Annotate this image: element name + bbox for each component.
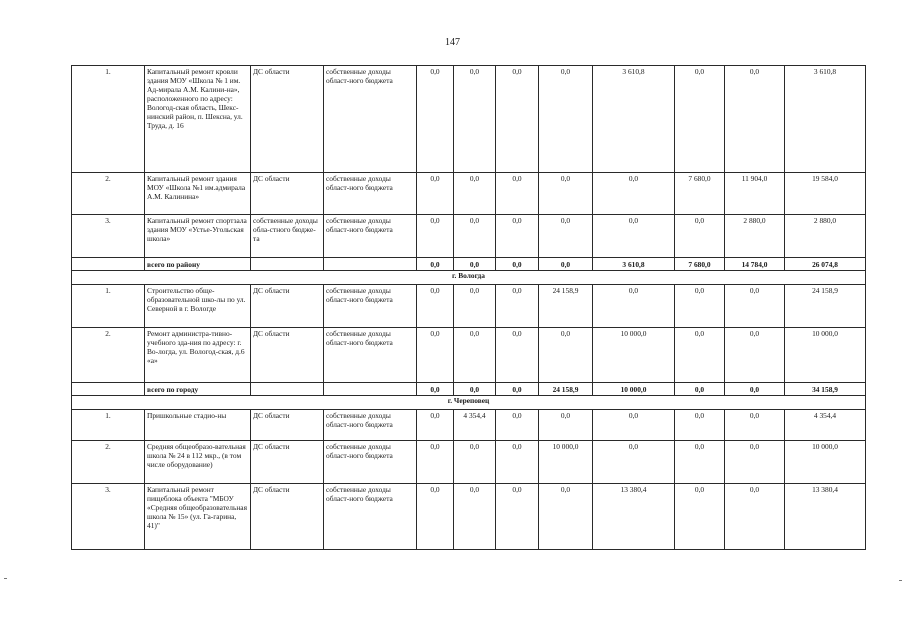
project-description: Капитальный ремонт пищеблока объекта "МБОУ «Средняя общеобразовательная школа № 15» (ул. Га-гарина, 41)" [145,484,251,550]
value-cell: 0,0 [417,285,454,328]
value-cell: 0,0 [454,66,496,173]
funding-source: ДС области [251,328,324,383]
value-cell: 0,0 [725,484,785,550]
total-value: 0,0 [496,258,539,271]
empty-cell [324,258,417,271]
value-cell: 0,0 [454,173,496,215]
total-value: 14 784,0 [725,258,785,271]
value-cell: 0,0 [454,441,496,484]
value-cell: 0,0 [417,410,454,441]
value-cell: 0,0 [454,215,496,258]
section-header-row [72,396,866,410]
value-cell: 0,0 [454,484,496,550]
table-row [72,484,866,550]
value-cell: 0,0 [454,328,496,383]
empty-cell [251,383,324,396]
value-cell: 0,0 [675,441,725,484]
empty-cell [72,383,145,396]
row-number: 1. [72,66,145,173]
total-value: 0,0 [454,258,496,271]
funding-source: ДС области [251,66,324,173]
value-cell: 0,0 [496,328,539,383]
funding-source: ДС области [251,173,324,215]
value-cell: 3 610,8 [593,66,675,173]
value-cell: 24 158,9 [785,285,866,328]
value-cell: 0,0 [725,441,785,484]
funding-detail: собственные доходы област-ного бюджета [324,66,417,173]
value-cell: 0,0 [539,173,593,215]
value-cell: 2 880,0 [785,215,866,258]
total-label: всего по району [145,258,251,271]
total-row [72,383,866,396]
section-header-row [72,271,866,285]
row-number: 2. [72,173,145,215]
value-cell: 10 000,0 [785,328,866,383]
total-value: 10 000,0 [593,383,675,396]
value-cell: 19 584,0 [785,173,866,215]
value-cell: 0,0 [496,215,539,258]
value-cell: 0,0 [675,328,725,383]
value-cell: 0,0 [417,173,454,215]
value-cell: 0,0 [454,285,496,328]
project-description: Капитальный ремонт здания МОУ «Школа №1 им.адмирала А.М. Калинина» [145,173,251,215]
funding-source: ДС области [251,285,324,328]
project-description: Строительство обще-образовательной шко-лы по ул. Северной в г. Вологде [145,285,251,328]
table-row [72,441,866,484]
value-cell: 0,0 [675,285,725,328]
total-value: 24 158,9 [539,383,593,396]
value-cell: 0,0 [417,215,454,258]
value-cell: 0,0 [539,66,593,173]
value-cell: 0,0 [417,484,454,550]
funding-detail: собственные доходы област-ного бюджета [324,441,417,484]
value-cell: 0,0 [593,285,675,328]
total-row [72,258,866,271]
value-cell: 0,0 [496,484,539,550]
budget-table [71,65,866,550]
value-cell: 0,0 [725,410,785,441]
row-number: 3. [72,484,145,550]
empty-cell [72,258,145,271]
value-cell: 7 680,0 [675,173,725,215]
value-cell: 0,0 [675,66,725,173]
scan-edge-mark [4,578,7,579]
value-cell: 0,0 [675,410,725,441]
section-title: г. Череповец [72,396,866,410]
total-value: 0,0 [454,383,496,396]
table-row [72,410,866,441]
funding-detail: собственные доходы област-ного бюджета [324,410,417,441]
value-cell: 11 904,0 [725,173,785,215]
value-cell: 10 000,0 [593,328,675,383]
project-description: Пришкольные стадио-ны [145,410,251,441]
row-number: 1. [72,410,145,441]
table-row [72,285,866,328]
table-row [72,173,866,215]
total-value: 34 158,9 [785,383,866,396]
value-cell: 24 158,9 [539,285,593,328]
value-cell: 10 000,0 [539,441,593,484]
value-cell: 0,0 [417,441,454,484]
value-cell: 0,0 [417,66,454,173]
value-cell: 0,0 [539,215,593,258]
value-cell: 0,0 [675,484,725,550]
row-number: 3. [72,215,145,258]
total-value: 0,0 [539,258,593,271]
table-row [72,66,866,173]
value-cell: 0,0 [539,484,593,550]
funding-detail: собственные доходы област-ного бюджета [324,285,417,328]
row-number: 2. [72,441,145,484]
project-description: Средняя общеобразо-вательная школа № 24 в 112 мкр., (в том числе оборудование) [145,441,251,484]
value-cell: 0,0 [496,285,539,328]
total-value: 0,0 [417,383,454,396]
page-number: 147 [445,37,460,48]
funding-detail: собственные доходы област-ного бюджета [324,328,417,383]
project-description: Ремонт администра-тивно-учебного зда-ния по адресу: г. Во-логда, ул. Вологод-ская, д.6 «а» [145,328,251,383]
table-row [72,328,866,383]
value-cell: 0,0 [496,173,539,215]
table-row [72,215,866,258]
total-label: всего по городу [145,383,251,396]
value-cell: 13 380,4 [593,484,675,550]
value-cell: 2 880,0 [725,215,785,258]
total-value: 3 610,8 [593,258,675,271]
value-cell: 0,0 [417,328,454,383]
table-body [72,66,866,550]
total-value: 0,0 [496,383,539,396]
project-description: Капитальный ремонт кровли здания МОУ «Школа № 1 им. Ад-мирала А.М. Калини-на», расположенного по адресу: Вологод-ская область, Шекс-нинский район, п. Шексна, ул. Труда, д. 16 [145,66,251,173]
funding-source: ДС области [251,484,324,550]
value-cell: 0,0 [725,328,785,383]
row-number: 2. [72,328,145,383]
total-value: 0,0 [675,383,725,396]
row-number: 1. [72,285,145,328]
total-value: 0,0 [725,383,785,396]
total-value: 7 680,0 [675,258,725,271]
empty-cell [251,258,324,271]
funding-detail: собственные доходы област-ного бюджета [324,484,417,550]
value-cell: 4 354,4 [785,410,866,441]
value-cell: 13 380,4 [785,484,866,550]
value-cell: 0,0 [593,441,675,484]
value-cell: 0,0 [593,215,675,258]
value-cell: 4 354,4 [454,410,496,441]
total-value: 26 074,8 [785,258,866,271]
project-description: Капитальный ремонт спортзала здания МОУ «Устье-Угольская школа» [145,215,251,258]
scan-edge-mark [899,580,902,581]
value-cell: 0,0 [725,66,785,173]
value-cell: 0,0 [539,410,593,441]
value-cell: 0,0 [725,285,785,328]
value-cell: 0,0 [593,173,675,215]
value-cell: 0,0 [496,66,539,173]
value-cell: 0,0 [496,441,539,484]
total-value: 0,0 [417,258,454,271]
funding-detail: собственные доходы област-ного бюджета [324,215,417,258]
value-cell: 10 000,0 [785,441,866,484]
value-cell: 0,0 [539,328,593,383]
section-title: г. Вологда [72,271,866,285]
funding-source: собственные доходы обла-стного бюдже-та [251,215,324,258]
value-cell: 0,0 [496,410,539,441]
value-cell: 0,0 [675,215,725,258]
funding-detail: собственные доходы област-ного бюджета [324,173,417,215]
funding-source: ДС области [251,410,324,441]
empty-cell [324,383,417,396]
funding-source: ДС области [251,441,324,484]
value-cell: 0,0 [593,410,675,441]
value-cell: 3 610,8 [785,66,866,173]
